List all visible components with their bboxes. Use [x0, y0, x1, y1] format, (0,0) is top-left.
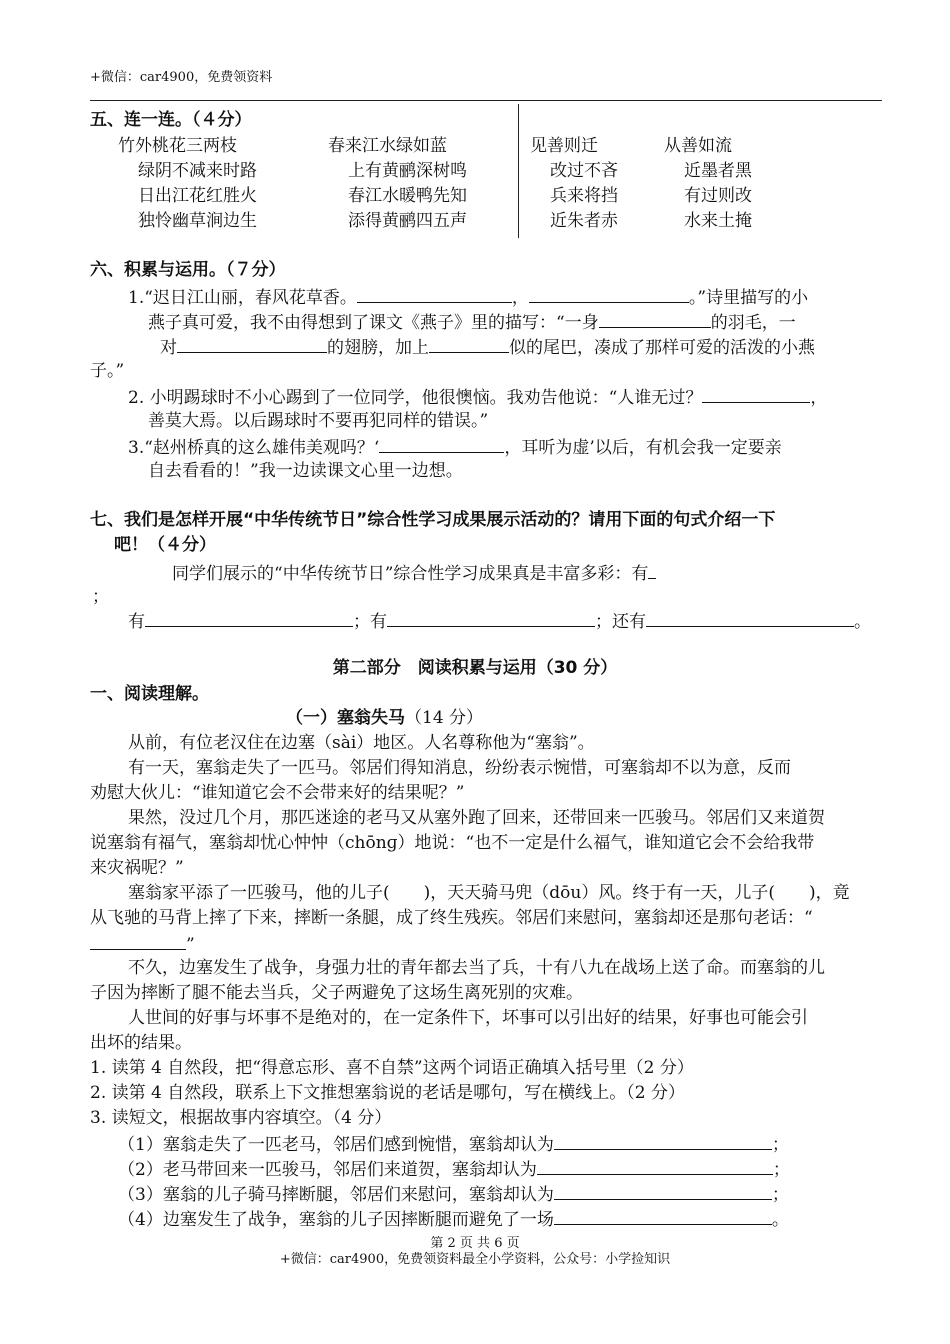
idiom: 见善则迁	[530, 136, 598, 156]
question-item: （4）边塞发生了战争，塞翁的儿子因摔断腿而避免了一场 。	[118, 1206, 789, 1232]
question: 3. 读短文，根据故事内容填空。（4 分）	[90, 1108, 392, 1128]
fill-blank[interactable]	[599, 309, 711, 328]
idiom: 有过则改	[684, 186, 752, 206]
part2-subtitle: 一、阅读理解。	[90, 684, 209, 704]
s7-semicolon: ；	[92, 587, 109, 607]
fill-blank[interactable]	[554, 1206, 772, 1225]
article-paragraph: 从前，有位老汉住在边塞（sài）地区。人名尊称他为“塞翁”。	[128, 733, 595, 753]
article-paragraph: ”	[90, 931, 195, 957]
fill-blank[interactable]	[646, 608, 854, 627]
idiom: 从善如流	[664, 136, 732, 156]
header-note: +微信：car4900，免费领资料	[90, 70, 273, 85]
s7-line2: 有 ；有 ；还有 。	[128, 608, 871, 634]
article-paragraph: 塞翁家平添了一匹骏马，他的儿子( )，天天骑马兜（dōu）风。终于有一天，儿子( )，竟	[128, 883, 850, 903]
article-paragraph: 来灾祸呢？”	[90, 858, 184, 878]
fill-blank[interactable]	[357, 284, 512, 303]
part2-title: 第二部分 阅读积累与运用（30 分）	[332, 658, 618, 678]
fill-blank[interactable]	[387, 608, 595, 627]
s6-q1-line4: 子。”	[90, 361, 125, 381]
s6-q3-line1: 3.“赵州桥真的这么雄伟美观吗？‘ ，耳听为虚’以后，有机会我一定要亲	[128, 434, 782, 460]
fill-blank[interactable]	[379, 434, 504, 453]
s6-q1-line3: 对 的翅膀，加上 似的尾巴，凑成了那样可爱的活泼的小燕	[160, 334, 815, 360]
poem-line: 竹外桃花三两枝	[118, 136, 237, 156]
poem-line: 上有黄鹂深树鸣	[348, 161, 467, 181]
question: 2. 读第 4 自然段，联系上下文推想塞翁说的老话是哪句，写在横线上。（2 分）	[90, 1083, 685, 1103]
idiom: 改过不吝	[550, 161, 618, 181]
s7-line1: 同学们展示的“中华传统节日”综合性学习成果真是丰富多彩：有	[172, 560, 656, 586]
fill-blank[interactable]	[554, 1181, 772, 1200]
article-paragraph: 有一天，塞翁走失了一匹马。邻居们得知消息，纷纷表示惋惜，可塞翁却不以为意，反而	[128, 758, 791, 778]
article-paragraph: 子因为摔断了腿不能去当兵，父子两避免了这场生离死别的灾难。	[90, 983, 583, 1003]
s6-q1-line1: 1.“迟日江山丽，春风花草香。 ， 。”诗里描写的小	[128, 284, 808, 310]
article-paragraph: 从飞驰的马背上摔了下来，摔断一条腿，成了终生残疾。邻居们来慰问，塞翁却还是那句老话：“	[90, 908, 813, 928]
section5-title: 五、连一连。（４分）	[90, 110, 252, 130]
s6-q2-line1: 2. 小明踢球时不小心踢到了一位同学，他很懊恼。我劝告他说：“人谁无过？ ，	[128, 384, 827, 410]
poem-line: 日出江花红胜火	[138, 186, 257, 206]
fill-blank[interactable]	[537, 1156, 773, 1175]
idiom: 近朱者赤	[550, 211, 618, 231]
s6-q1-line2: 燕子真可爱，我不由得想到了课文《燕子》里的描写：“一身 的羽毛，一	[148, 309, 796, 335]
article-paragraph: 劝慰大伙儿：“谁知道它会不会带来好的结果呢？”	[90, 783, 465, 803]
idiom: 近墨者黑	[684, 161, 752, 181]
question-item: （1）塞翁走失了一匹老马，邻居们感到惋惜，塞翁却认为 ；	[118, 1131, 789, 1157]
question-item: （3）塞翁的儿子骑马摔断腿，邻居们来慰问，塞翁却认为 ；	[118, 1181, 789, 1207]
question: 1. 读第 4 自然段，把“得意忘形、喜不自禁”这两个词语正确填入括号里（2 分）	[90, 1058, 694, 1078]
fill-blank[interactable]	[145, 608, 353, 627]
fill-blank[interactable]	[177, 334, 327, 353]
header-rule	[90, 100, 882, 101]
poem-line: 独怜幽草涧边生	[138, 211, 257, 231]
article-paragraph: 说塞翁有福气，塞翁却忧心忡忡（chōnɡ）地说：“也不一定是什么福气，谁知道它会不会给我带	[90, 833, 815, 853]
article-paragraph: 果然，没过几个月，那匹迷途的老马又从塞外跑了回来，还带回来一匹骏马。邻居们又来道贺	[128, 808, 825, 828]
article-paragraph: 不久，边塞发生了战争，身强力壮的青年都去当了兵，十有八九在战场上送了命。而塞翁的儿	[128, 958, 825, 978]
s6-q2-line2: 善莫大焉。以后踢球时不要再犯同样的错误。”	[148, 411, 489, 431]
article-paragraph: 出坏的结果。	[90, 1033, 192, 1053]
poem-line: 绿阴不减来时路	[138, 161, 257, 181]
section5-divider	[518, 104, 519, 238]
article-title: （一）塞翁失马（14 分）	[286, 708, 484, 728]
poem-line: 春江水暖鸭先知	[348, 186, 467, 206]
poem-line: 添得黄鹂四五声	[348, 211, 467, 231]
section7-title: 七、我们是怎样开展“中华传统节日”综合性学习成果展示活动的？请用下面的句式介绍一下	[90, 510, 776, 530]
fill-blank[interactable]	[554, 1131, 772, 1150]
fill-blank[interactable]	[702, 384, 810, 403]
section7-title-cont: 吧！（４分）	[114, 535, 216, 555]
fill-blank[interactable]	[429, 334, 509, 353]
fill-blank[interactable]	[648, 560, 656, 579]
idiom: 水来土掩	[684, 211, 752, 231]
s6-q3-line2: 自去看看的！”我一边读课文心里一边想。	[148, 461, 463, 481]
page-number: 第 2 页 共 6 页	[430, 1236, 520, 1251]
fill-blank[interactable]	[90, 931, 186, 950]
idiom: 兵来将挡	[550, 186, 618, 206]
question-item: （2）老马带回来一匹骏马，邻居们来道贺，塞翁却认为 ；	[118, 1156, 790, 1182]
section6-title: 六、积累与运用。（７分）	[90, 260, 286, 280]
article-paragraph: 人世间的好事与坏事不是绝对的，在一定条件下，坏事可以引出好的结果，好事也可能会引	[128, 1008, 808, 1028]
poem-line: 春来江水绿如蓝	[328, 136, 447, 156]
fill-blank[interactable]	[529, 284, 689, 303]
footer-note: +微信：car4900，免费领资料最全小学资料，公众号：小学捡知识	[279, 1252, 671, 1267]
